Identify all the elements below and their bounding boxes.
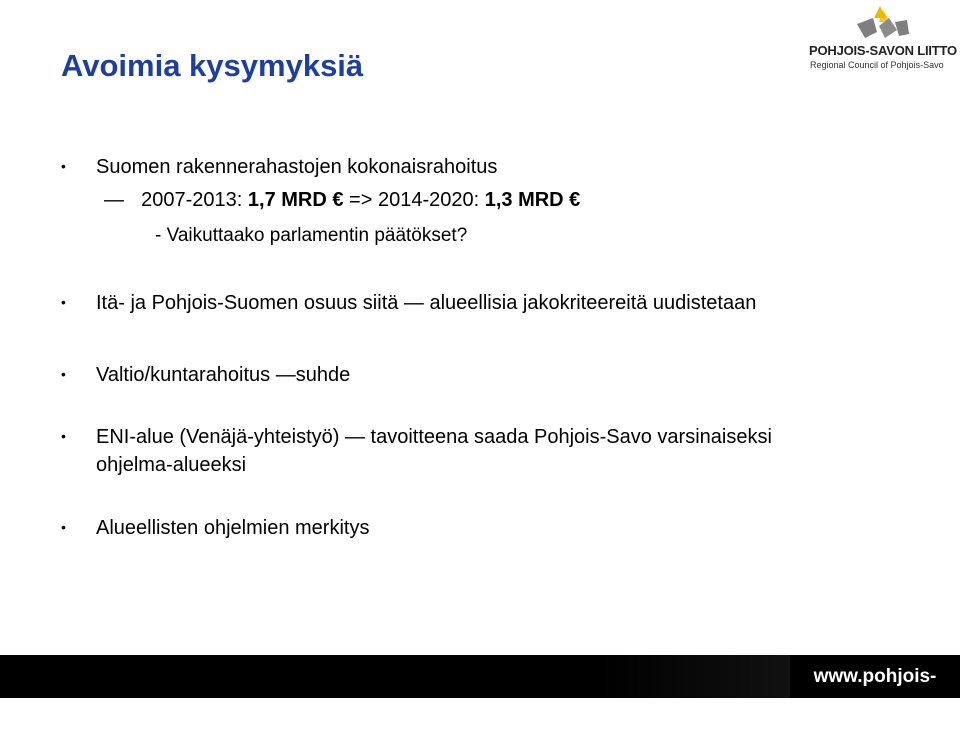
bullet-3-text: Valtio/kuntarahoitus —suhde (96, 364, 351, 386)
bullet-2-text: Itä- ja Pohjois-Suomen osuus siitä — alueellisia jakokriteereitä uudistetaan (96, 292, 757, 314)
logo-subtitle: Regional Council of Pohjois-Savo (810, 60, 944, 70)
bullet-marker: • (61, 158, 66, 174)
bullet-4-text-cont: ohjelma-alueeksi (96, 454, 247, 476)
slide-title: Avoimia kysymyksiä (61, 48, 364, 83)
bullet-4-text: ENI-alue (Venäjä-yhteistyö) — tavoitteena saada Pohjois-Savo varsinaiseksi (96, 426, 772, 448)
bullet-5-text: Alueellisten ohjelmien merkitys (96, 517, 370, 539)
bullet-1-text: Suomen rakennerahastojen kokonaisrahoitus (96, 156, 498, 178)
footer-bar (0, 655, 960, 730)
period-2007-2013: 2007-2013: (141, 189, 248, 211)
dash: — (104, 189, 124, 211)
bullet-marker: • (61, 519, 66, 535)
bullet-marker: • (61, 366, 66, 382)
logo-name: POHJOIS-SAVON LIITTO (809, 43, 957, 58)
bullet-1-subitem: - Vaikuttaako parlamentin päätökset? (155, 225, 468, 246)
bullet-1-detail (104, 188, 580, 212)
footer-website-link[interactable]: www.pohjois-savo.fi (790, 655, 960, 698)
amount-2007-2013: 1,7 MRD € (247, 189, 344, 211)
organization-logo (809, 4, 959, 72)
period-2014-2020: => 2014-2020: (343, 189, 485, 211)
bullet-marker: • (61, 428, 66, 444)
amount-2014-2020: 1,3 MRD € (484, 189, 581, 211)
bullet-marker: • (61, 294, 66, 310)
pohjois-savo-liitto-logo-icon (853, 4, 911, 42)
